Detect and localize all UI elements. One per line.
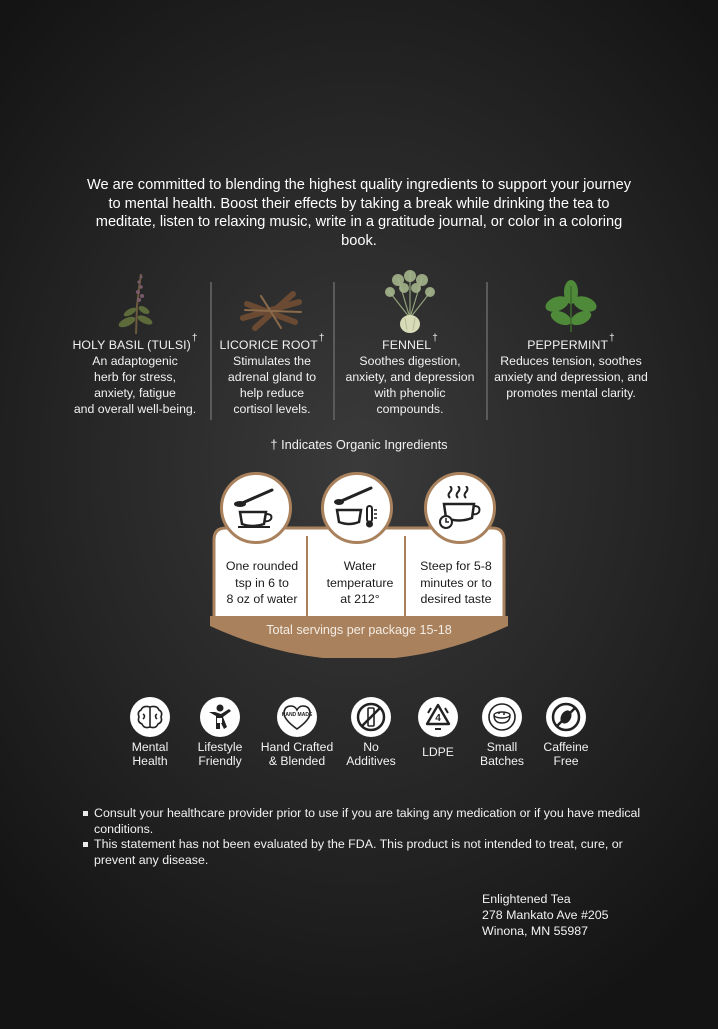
badge-label: & Blended [268,753,326,768]
company-name: Enlightened Tea [482,892,571,906]
note-text: This statement has not been evaluated by the FDA. This product is not intended to treat, cure, or prevent any disease. [94,837,623,867]
badge-label: No [363,740,379,754]
badge-label: Batches [479,753,525,768]
step-line: minutes or to [420,575,492,590]
badge-label: Lifestyle [197,740,243,754]
no-additives-icon [351,697,391,737]
badge-label: Mental [131,740,169,754]
brewing-steps [208,470,510,658]
organic-mark: † [318,333,325,344]
step-line: Steep for 5-8 [420,559,492,573]
herb-peppermint [488,268,654,401]
herb-description [212,353,332,417]
badge-label: Hand Crafted [260,740,334,754]
hand-made-heart-icon [277,697,317,737]
desc-line: with phenolic [374,386,446,401]
recycle-number: 4 [435,713,441,724]
badge-label: Small [486,740,518,754]
step-line: desired taste [420,592,492,606]
badge-label: Caffeine [543,740,589,754]
desc-line: anxiety, fatigue [94,386,176,401]
desc-line: Reduces tension, soothes [500,354,642,369]
note-item [82,806,642,837]
herb-list [60,268,660,428]
organic-mark: † [432,333,438,344]
desc-line: promotes mental clarity. [506,386,636,401]
recycle-4-icon [418,697,458,737]
steaming-cup-timer-icon [424,472,496,544]
feature-badges [118,697,604,777]
step-text-temperature [312,558,408,608]
herb-fennel [335,268,485,417]
holy-basil-icon [60,268,210,334]
bullet [83,842,88,847]
desc-line: An adaptogenic [92,354,178,369]
disclaimer-notes [82,806,642,868]
lifestyle-person-icon [200,697,240,737]
badge-label: LDPE [422,745,454,759]
fennel-icon [335,268,485,334]
badge-caffeine-free [526,697,606,768]
step-line: temperature [326,575,394,590]
step-line: tsp in 6 to [235,575,289,590]
company-address [482,891,609,939]
herb-description [488,353,654,401]
desc-line: cortisol levels. [233,402,311,417]
step-text-steep [408,558,504,608]
street-address: 278 Mankato Ave #205 [482,908,609,922]
step-line: at 212° [340,592,380,606]
city-state-zip: Winona, MN 55987 [482,924,589,938]
badge-label: Health [132,753,168,768]
desc-line: and overall well-being. [73,402,197,417]
herb-name: LICORICE ROOT [219,338,318,353]
desc-line: herb for stress, [93,370,176,385]
desc-line: anxiety, and depression [345,370,475,385]
organic-mark: † [191,333,198,344]
herb-description [60,353,210,417]
badge-hand-crafted [257,697,337,768]
note-item [82,837,642,868]
bullet [83,811,88,816]
herb-licorice-root [212,268,332,417]
herb-description [335,353,485,417]
desc-line: adrenal gland to [227,370,317,385]
step-line: One rounded [225,559,299,573]
hand-made-text: HAND MADE [281,712,313,718]
desc-line: help reduce [239,386,305,401]
step-line: Water [343,559,377,573]
thermometer-cup-icon [321,472,393,544]
desc-line: Stimulates the [233,354,311,369]
herb-name: PEPPERMINT [527,338,609,353]
organic-note: † Indicates Organic Ingredients [270,437,448,452]
note-text: Consult your healthcare provider prior to use if you are taking any medication or if you have medical conditions. [94,806,641,836]
step-text-measure [216,558,308,608]
desc-line: anxiety and depression, and [494,370,648,385]
herb-name: HOLY BASIL (TULSI) [72,338,191,353]
licorice-root-icon [212,268,332,334]
spoon-cup-icon [220,472,292,544]
herb-holy-basil [60,268,210,417]
badge-label: Free [553,753,579,768]
badge-mental-health [110,697,190,768]
servings-banner: Total servings per package 15-18 [266,623,452,637]
peppermint-icon [488,268,654,334]
desc-line: Soothes digestion, [359,354,461,369]
small-batch-bowl-icon [482,697,522,737]
brain-icon [130,697,170,737]
herb-name: FENNEL [382,338,432,353]
badge-lifestyle-friendly [180,697,260,768]
step-line: 8 oz of water [226,592,298,606]
intro-text: We are committed to blending the highest quality ingredients to support your journey to mental health. Boost their effects by taking a break while drinking the tea to meditate, listen to relaxing music, write in a gratitude journal, or color in a coloring book. [86,177,632,249]
organic-mark: † [609,333,615,344]
desc-line: compounds. [376,402,444,417]
badge-label: Friendly [198,753,242,768]
badge-label: Additives [346,753,396,768]
caffeine-free-icon [546,697,586,737]
